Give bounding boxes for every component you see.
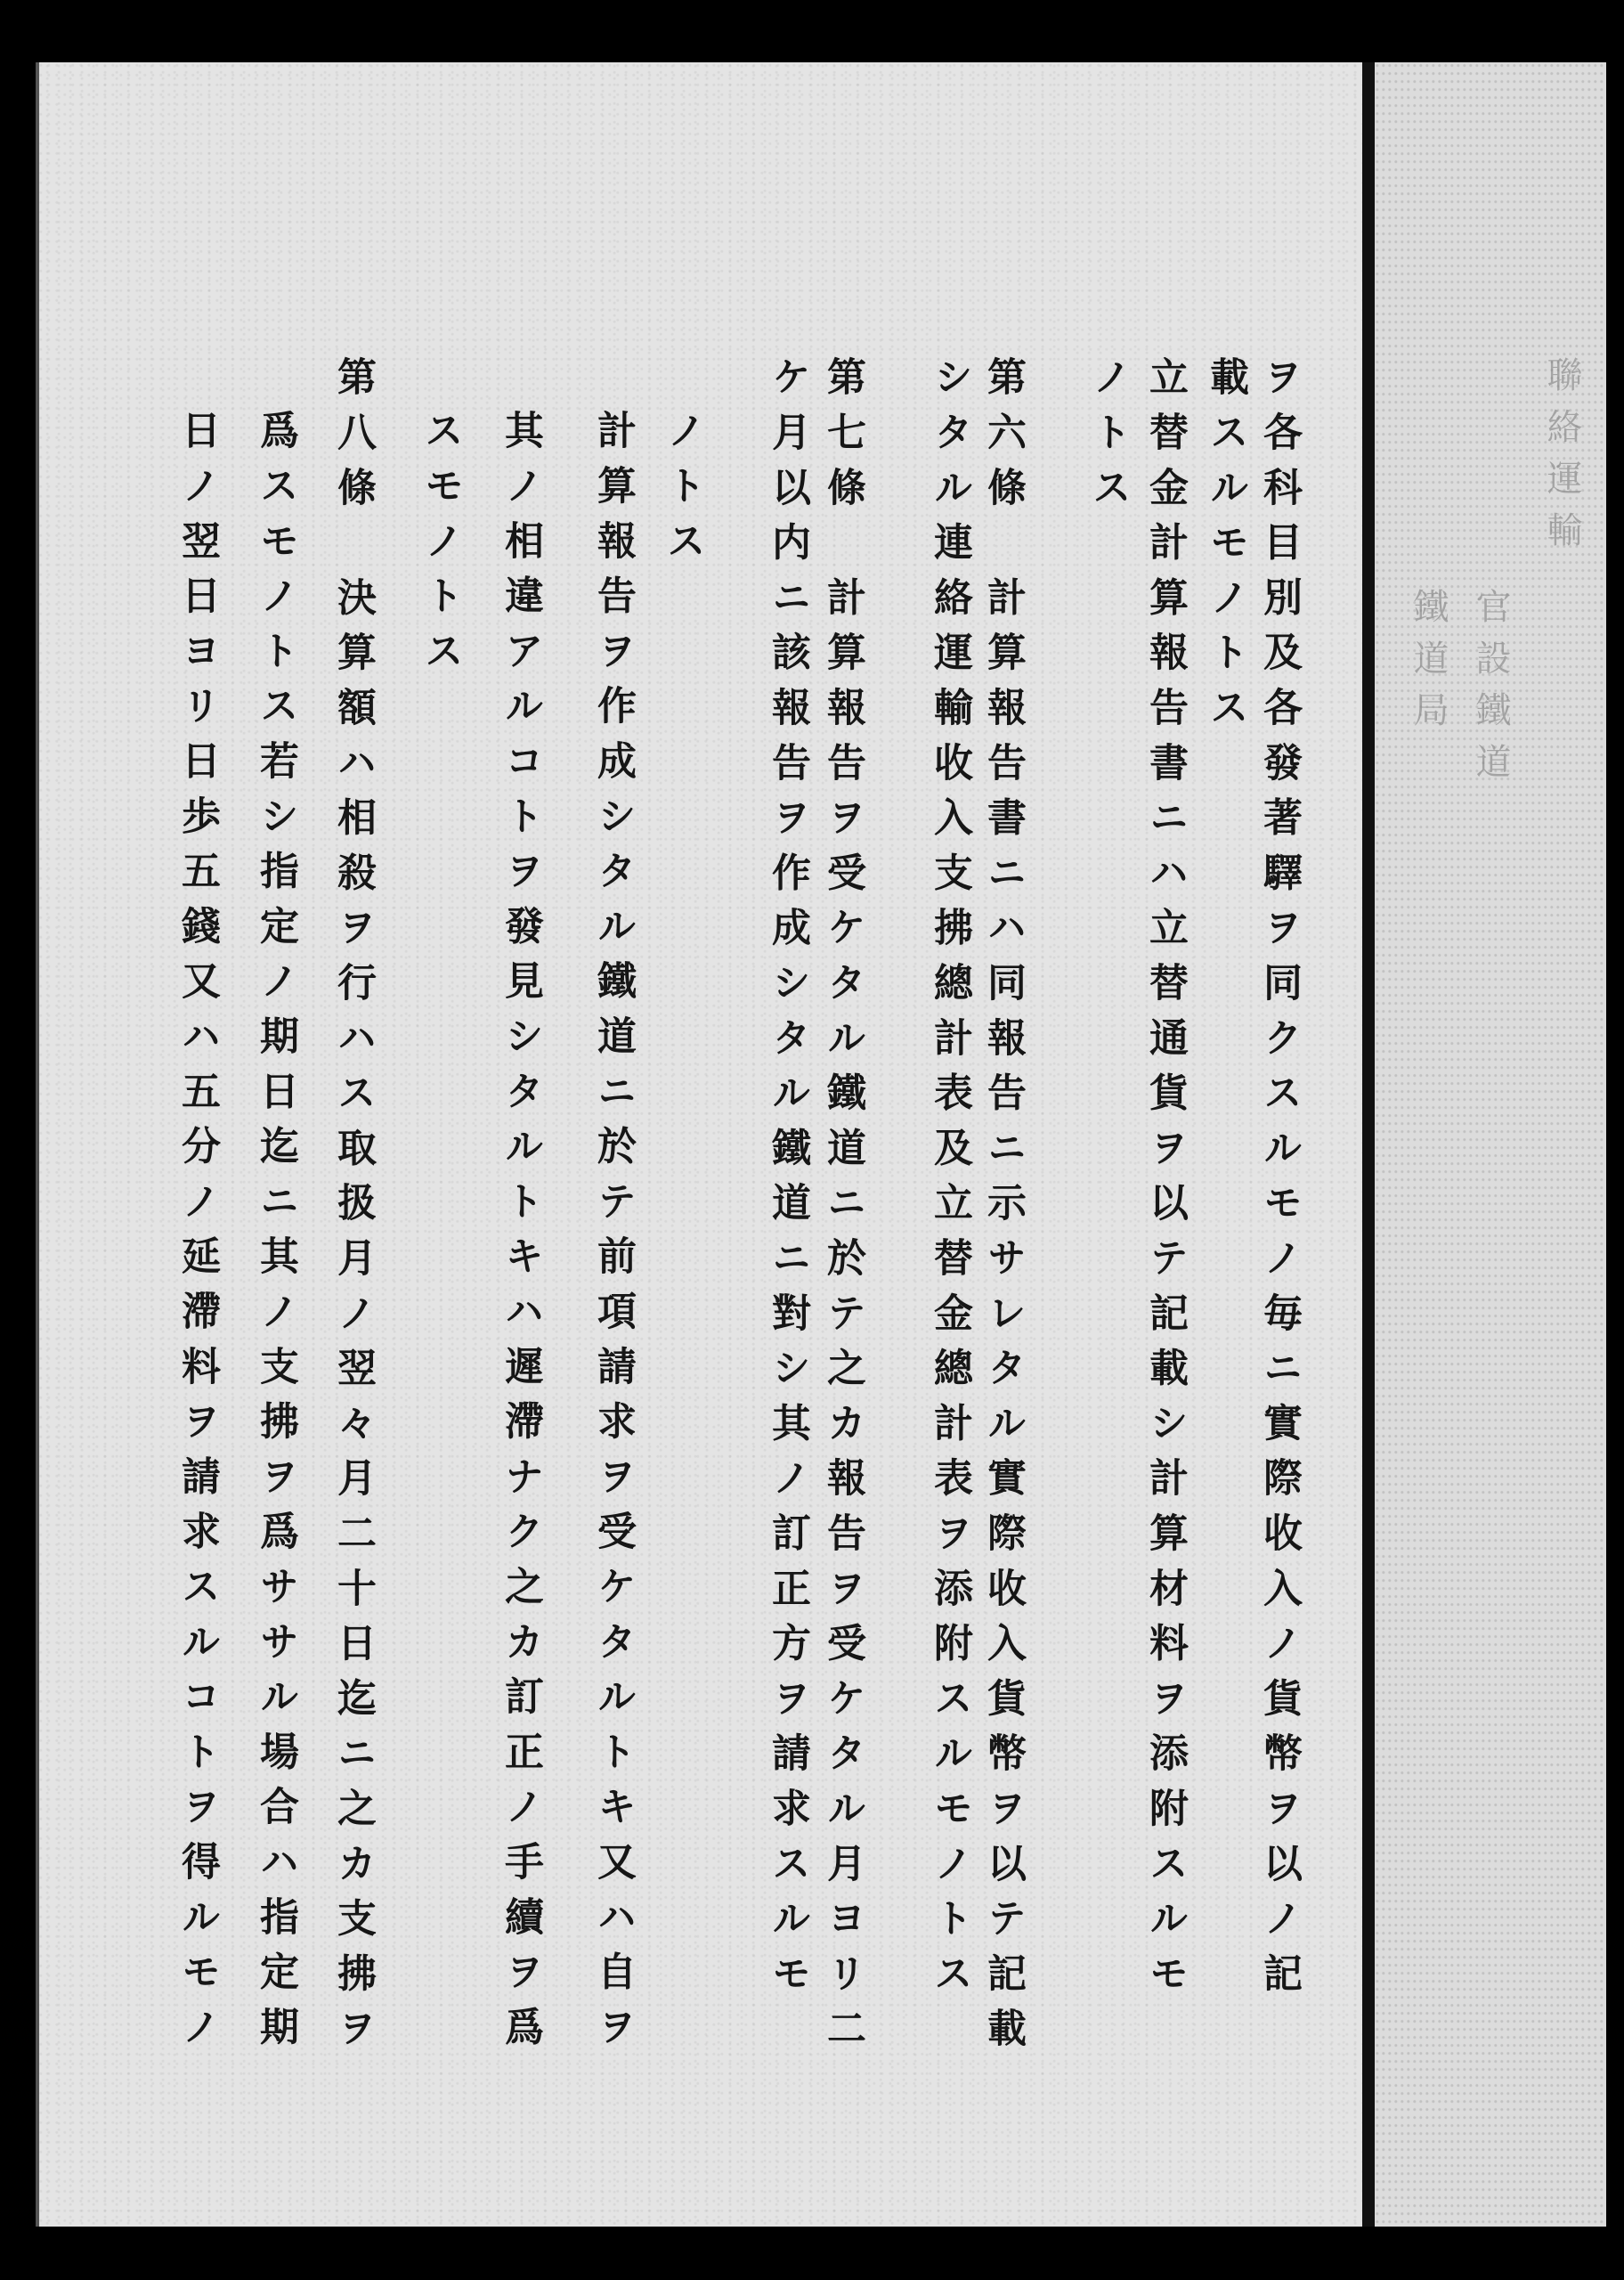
page-divider [1362,62,1375,2227]
bleed-column: 聯絡運輸 [1541,356,1582,563]
text-column: 爲スモノトス若シ指定ノ期日迄ニ其ノ支拂ヲ爲ササル場合ハ指定期 [253,410,298,2061]
text-column: 第八條 決算額ハ相殺ヲ行ハス取扱月ノ翌々月二十日迄ニ之カ支拂ヲ [330,356,376,2063]
document-page [36,62,1366,2227]
text-column: 第六條 計算報告書ニハ同報告ニ示サレタル實際收入貨幣ヲ以テ記載 [980,356,1026,2063]
text-column: 日ノ翌日ヨリ日歩五錢又ハ五分ノ延滯料ヲ請求スルコトヲ得ルモノ [175,410,220,2061]
text-column: 載スルモノトス [1203,356,1248,742]
text-column: ヲ各科目別及各發著驛ヲ同クスルモノ毎ニ實際收入ノ貨幣ヲ以ノ記 [1256,356,1302,2007]
adjacent-page-bleed [1375,62,1606,2227]
text-column: ノトス [1085,356,1131,522]
text-column: 第七條 計算報告ヲ受ケタル鐵道ニ於テ之カ報告ヲ受ケタル月ヨリ二 [820,356,865,2063]
text-column: 立替金計算報告書ニハ立替通貨ヲ以テ記載シ計算材料ヲ添附スルモ [1142,356,1188,2007]
text-column: 其ノ相違アルコトヲ發見シタルトキハ遲滯ナク之カ訂正ノ手續ヲ爲 [498,410,543,2061]
text-column: ケ月以内ニ該報告ヲ作成シタル鐵道ニ對シ其ノ訂正方ヲ請求スルモ [765,356,810,2007]
bleed-column: 鐵道局 [1408,588,1449,743]
bleed-column: 官設鐵道 [1470,588,1511,794]
text-column: 計算報告ヲ作成シタル鐵道ニ於テ前項請求ヲ受ケタルトキ又ハ自ヲ [590,410,636,2061]
text-column: ノトス [660,410,705,575]
text-column: シタル連絡運輸收入支拂總計表及立替金總計表ヲ添附スルモノトス [927,356,972,2007]
text-column: スモノトス [418,410,463,685]
